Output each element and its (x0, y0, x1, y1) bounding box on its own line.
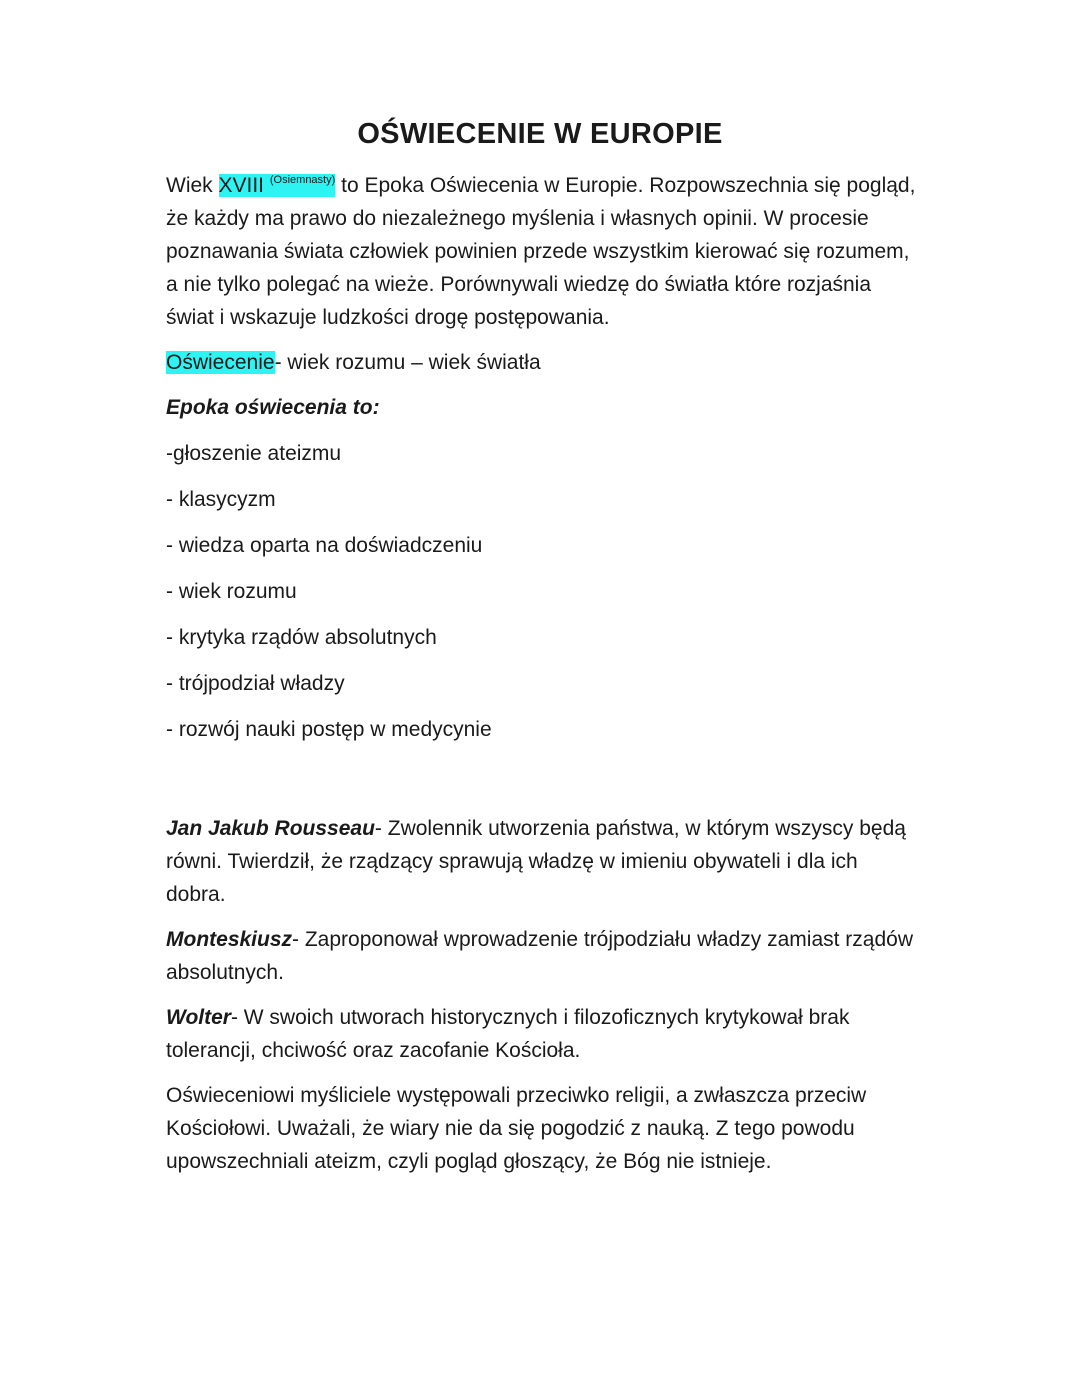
person-description: - Zwolennik utworzenia państwa, w którym wszyscy będą równi. Twierdził, że rządzący sprawują władzę w imieniu obywateli i dla ich dobra. (166, 817, 906, 906)
intro-prefix: Wiek (166, 174, 219, 197)
definition-term: Oświecenie (166, 351, 275, 374)
list-heading: Epoka oświecenia to: (166, 396, 380, 419)
intro-text: to Epoka Oświecenia w Europie. Rozpowszechnia się pogląd, że każdy ma prawo do niezależnego myślenia i własnych opinii. W procesie poznawania świata człowiek powinien przede wszystkim kierować się rozumem, a nie tylko polegać na wieże. Porównywali wiedzę do światła które rozjaśnia świat i wskazuje ludzkości drogę postępowania. (166, 174, 916, 329)
intro-paragraph (166, 169, 916, 334)
person-monteskiusz (166, 923, 916, 989)
person-name: Jan Jakub Rousseau (166, 817, 375, 840)
person-description: - W swoich utworach historycznych i filozoficznych krytykował brak tolerancji, chciwość oraz zacofanie Kościoła. (166, 1006, 850, 1062)
list-item: - wiedza oparta na doświadczeniu (166, 534, 483, 557)
list-item: - krytyka rządów absolutnych (166, 626, 437, 649)
list-item: - rozwój nauki postęp w medycynie (166, 718, 492, 741)
highlighted-century (219, 174, 336, 197)
list-item: -głoszenie ateizmu (166, 442, 342, 465)
person-name: Wolter (166, 1006, 231, 1029)
century-superscript: (Osiemnasty) (269, 174, 336, 186)
list-item: - klasycyzm (166, 488, 276, 511)
list-item: - trójpodział władzy (166, 672, 345, 695)
century-text: XVIII (218, 174, 265, 197)
definition-line (166, 346, 916, 379)
person-rousseau (166, 812, 916, 911)
definition-text: - wiek rozumu – wiek światła (274, 351, 541, 374)
person-wolter (166, 1001, 916, 1067)
closing-paragraph: Oświeceniowi myśliciele występowali przeciwko religii, a zwłaszcza przeciw Kościołowi. Uważali, że wiary nie da się pogodzić z nauką. Z tego powodu upowszechniali ateizm, czyli pogląd głoszący, że Bóg nie istnieje. (166, 1084, 867, 1173)
person-description: - Zaproponował wprowadzenie trójpodziału władzy zamiast rządów absolutnych. (166, 928, 913, 984)
person-name: Monteskiusz (166, 928, 293, 951)
page-title: OŚWIECENIE W EUROPIE (357, 118, 723, 150)
document-page (166, 118, 916, 1178)
list-item: - wiek rozumu (166, 580, 297, 603)
section-spacer (166, 759, 916, 812)
features-list (166, 437, 916, 746)
